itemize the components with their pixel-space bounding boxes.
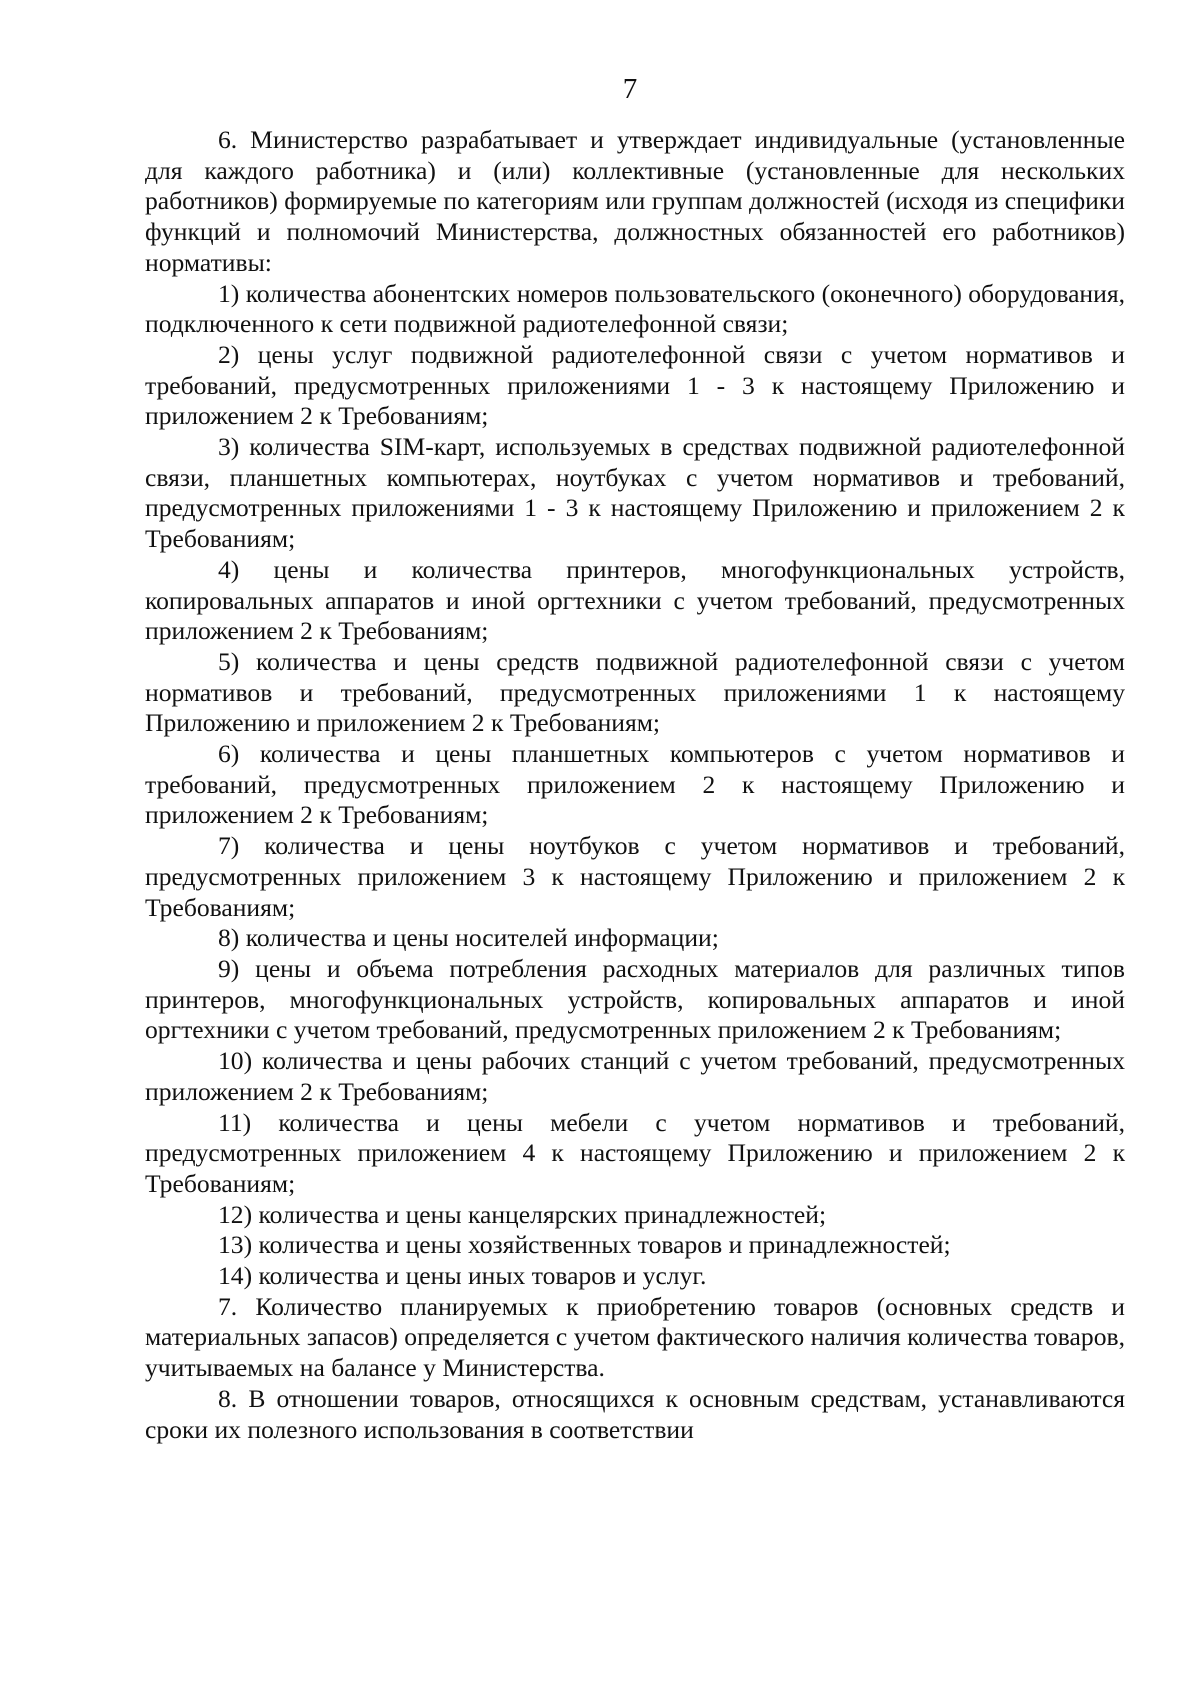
- list-item-13: 13) количества и цены хозяйственных товаров и принадлежностей;: [218, 1230, 951, 1260]
- list-item-10: 10) количества и цены рабочих станций с учетом требований, предусмотренных приложением 2 к Требованиям;: [145, 1046, 1125, 1106]
- list-item-14: 14) количества и цены иных товаров и услуг.: [218, 1261, 707, 1291]
- list-item-7: 7) количества и цены ноутбуков с учетом нормативов и требований, предусмотренных приложением 3 к настоящему Приложению и приложением 2 к Требованиям;: [145, 831, 1125, 922]
- list-item-3: 3) количества SIM-карт, используемых в средствах подвижной радиотелефонной связи, планшетных компьютерах, ноутбуках с учетом нормативов и требований, предусмотренных приложениями 1 - 3 к настоящему Приложению и приложением 2 к Требованиям;: [145, 432, 1125, 554]
- list-item-12: 12) количества и цены канцелярских принадлежностей;: [218, 1199, 827, 1229]
- list-item-2: 2) цены услуг подвижной радиотелефонной связи с учетом нормативов и требований, предусмотренных приложениями 1 - 3 к настоящему Приложению и приложением 2 к Требованиям;: [145, 339, 1125, 431]
- paragraph-6-intro: 6. Министерство разрабатывает и утверждает индивидуальные (установленные для каждого работника) и (или) коллективные (установленные для нескольких работников) формируемые по категориям или группам должностей (исходя из специфики функций и полномочий Министерства, должностных обязанностей его работников) нормативы:: [145, 125, 1125, 277]
- list-item-4: 4) цены и количества принтеров, многофункциональных устройств, копировальных аппаратов и иной оргтехники с учетом требований, предусмотренных приложением 2 к Требованиям;: [145, 554, 1125, 646]
- list-item-9: 9) цены и объема потребления расходных материалов для различных типов принтеров, многофункциональных устройств, копировальных аппаратов и иной оргтехники с учетом требований, предусмотренных приложением 2 к Требованиям;: [145, 953, 1125, 1045]
- list-item-1: 1) количества абонентских номеров пользовательского (оконечного) оборудования, подключенного к сети подвижной радиотелефонной связи;: [145, 278, 1125, 339]
- document-body: [145, 125, 1125, 1445]
- paragraph-8: 8. В отношении товаров, относящихся к основным средствам, устанавливаются сроки их полезного использования в соответствии: [145, 1383, 1125, 1444]
- list-item-6: 6) количества и цены планшетных компьютеров с учетом нормативов и требований, предусмотренных приложением 2 к настоящему Приложению и приложением 2 к Требованиям;: [145, 739, 1125, 830]
- list-item-11: 11) количества и цены мебели с учетом нормативов и требований, предусмотренных приложением 4 к настоящему Приложению и приложением 2 к Требованиям;: [145, 1107, 1125, 1198]
- page-number: 7: [622, 73, 638, 105]
- list-item-8: 8) количества и цены носителей информации;: [218, 923, 719, 953]
- paragraph-7: 7. Количество планируемых к приобретению товаров (основных средств и материальных запасов) определяется с учетом фактического наличия количества товаров, учитываемых на балансе у Министерства.: [145, 1291, 1125, 1383]
- list-item-5: 5) количества и цены средств подвижной радиотелефонной связи с учетом нормативов и требований, предусмотренных приложениями 1 к настоящему Приложению и приложением 2 к Требованиям;: [145, 646, 1125, 738]
